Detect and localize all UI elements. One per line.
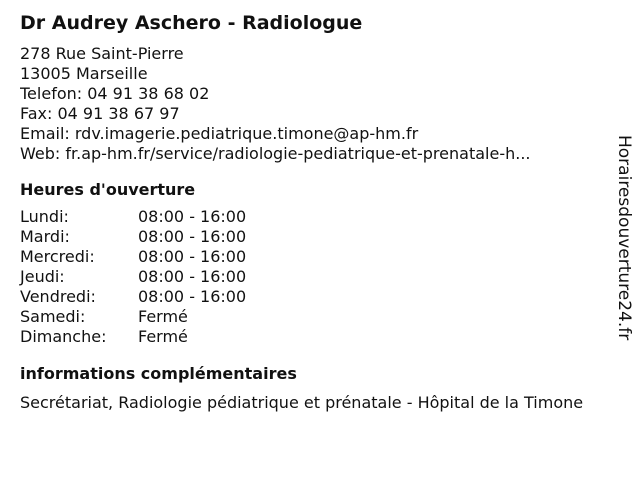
hours-time: 08:00 - 16:00 — [138, 267, 247, 286]
web-line[interactable]: Web: fr.ap-hm.fr/service/radiologie-pediatrique-et-prenatale-h... — [20, 144, 531, 163]
hours-time: Fermé — [138, 327, 188, 346]
hours-day: Mardi: — [20, 227, 70, 246]
page-title: Dr Audrey Aschero - Radiologue — [20, 12, 363, 34]
site-watermark: Horairesdouverture24.fr — [614, 135, 634, 341]
business-card — [20, 10, 610, 413]
hours-time: 08:00 - 16:00 — [138, 227, 247, 246]
opening-hours-table — [20, 207, 610, 347]
fax-line: Fax: 04 91 38 67 97 — [20, 104, 180, 123]
additional-info-heading: informations complémentaires — [20, 364, 297, 383]
email-line[interactable]: Email: rdv.imagerie.pediatrique.timone@ap-hm.fr — [20, 124, 419, 143]
address-street: 278 Rue Saint-Pierre — [20, 44, 184, 63]
hours-row-jeudi — [20, 267, 610, 287]
hours-row-mardi — [20, 227, 610, 247]
hours-row-lundi — [20, 207, 610, 227]
address-city: 13005 Marseille — [20, 64, 148, 83]
hours-row-dimanche — [20, 327, 610, 347]
hours-day: Mercredi: — [20, 247, 95, 266]
hours-day: Samedi: — [20, 307, 86, 326]
additional-info-text: Secrétariat, Radiologie pédiatrique et prénatale - Hôpital de la Timone — [20, 393, 584, 412]
hours-row-vendredi — [20, 287, 610, 307]
hours-day: Vendredi: — [20, 287, 96, 306]
hours-day: Lundi: — [20, 207, 69, 226]
hours-row-samedi — [20, 307, 610, 327]
phone-line: Telefon: 04 91 38 68 02 — [20, 84, 210, 103]
hours-row-mercredi — [20, 247, 610, 267]
opening-hours-heading: Heures d'ouverture — [20, 180, 196, 199]
hours-day: Jeudi: — [20, 267, 65, 286]
hours-time: Fermé — [138, 307, 188, 326]
hours-time: 08:00 - 16:00 — [138, 247, 247, 266]
hours-day: Dimanche: — [20, 327, 107, 346]
hours-time: 08:00 - 16:00 — [138, 207, 247, 226]
hours-time: 08:00 - 16:00 — [138, 287, 247, 306]
